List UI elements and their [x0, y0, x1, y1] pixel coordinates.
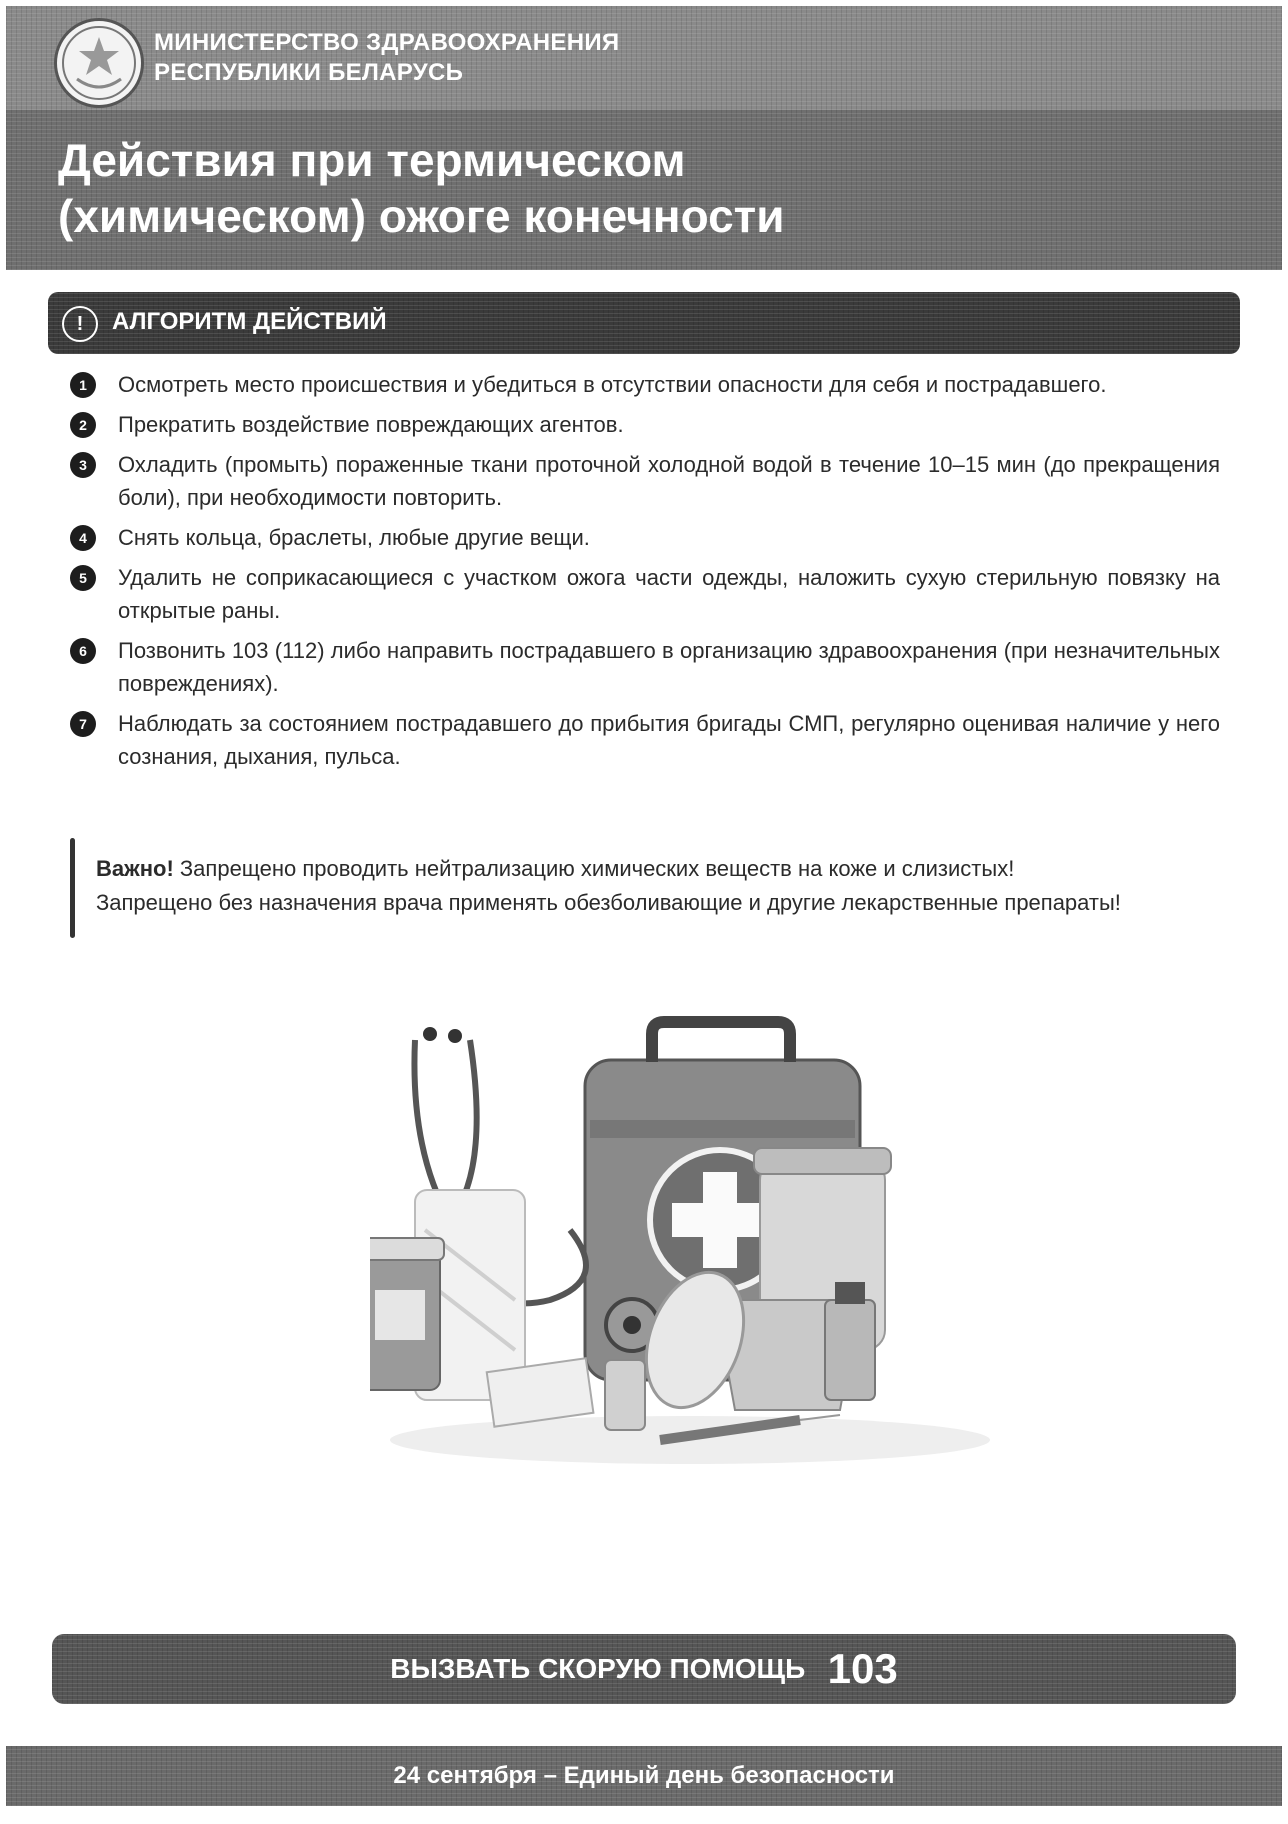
- ministry-line-2: РЕСПУБЛИКИ БЕЛАРУСЬ: [154, 59, 464, 86]
- note-label: Важно!: [96, 856, 174, 881]
- info-circle-icon: !: [62, 306, 98, 342]
- step-number-badge: 6: [70, 638, 96, 664]
- first-aid-kit-icon: [370, 1000, 1010, 1470]
- steps-list: [70, 368, 1220, 773]
- step-item: [70, 368, 1220, 401]
- step-text: Удалить не соприкасающиеся с участком ожога части одежды, наложить сухую стерильную повязку на открытые раны.: [118, 565, 1220, 623]
- ambulance-number: 103: [827, 1645, 898, 1692]
- step-text: Позвонить 103 (112) либо направить пострадавшего в организацию здравоохранения (при незначительных повреждениях).: [118, 638, 1220, 696]
- step-item: [70, 521, 1220, 554]
- step-text: Снять кольца, браслеты, любые другие вещи.: [118, 525, 590, 550]
- note-text: [96, 852, 1121, 920]
- step-item: [70, 561, 1220, 627]
- step-number-badge: 3: [70, 452, 96, 478]
- step-number-badge: 4: [70, 525, 96, 551]
- section-title: АЛГОРИТМ ДЕЙСТВИЙ: [112, 308, 387, 335]
- important-note: [70, 838, 1220, 938]
- footer-text: 24 сентября – Единый день безопасности: [393, 1762, 895, 1789]
- ministry-line-1: МИНИСТЕРСТВО ЗДРАВООХРАНЕНИЯ: [154, 29, 620, 56]
- page-title-line-2: (химическом) ожоге конечности: [58, 190, 785, 242]
- step-number-badge: 1: [70, 372, 96, 398]
- step-item: [70, 448, 1220, 514]
- note-accent-bar: [70, 838, 75, 938]
- footer-band: [6, 1746, 1282, 1806]
- step-item: [70, 707, 1220, 773]
- ministry-header: [6, 6, 1282, 110]
- call-ambulance-text: ВЫЗВАТЬ СКОРУЮ ПОМОЩЬ: [390, 1653, 806, 1684]
- page-title: [58, 132, 784, 244]
- note-line-2: Запрещено без назначения врача применять обезболивающие и другие лекарственные препараты!: [96, 890, 1121, 915]
- step-number-badge: 2: [70, 412, 96, 438]
- note-line-1: Запрещено проводить нейтрализацию химических веществ на коже и слизистых!: [173, 856, 1015, 881]
- step-text: Наблюдать за состоянием пострадавшего до прибытия бригады СМП, регулярно оценивая наличие у него сознания, дыхания, пульса.: [118, 711, 1220, 769]
- page-title-line-1: Действия при термическом: [58, 134, 686, 186]
- step-number-badge: 5: [70, 565, 96, 591]
- step-number-badge: 7: [70, 711, 96, 737]
- step-item: [70, 408, 1220, 441]
- step-text: Охладить (промыть) пораженные ткани проточной холодной водой в течение 10–15 мин (до прекращения боли), при необходимости повторить.: [118, 452, 1220, 510]
- coat-of-arms-icon: [54, 18, 144, 108]
- algorithm-section-header: [48, 292, 1240, 354]
- ministry-name: [154, 28, 619, 88]
- call-ambulance-banner: [52, 1634, 1236, 1704]
- step-item: [70, 634, 1220, 700]
- title-band: [6, 110, 1282, 270]
- step-text: Осмотреть место происшествия и убедиться в отсутствии опасности для себя и пострадавшего.: [118, 372, 1107, 397]
- step-text: Прекратить воздействие повреждающих агентов.: [118, 412, 624, 437]
